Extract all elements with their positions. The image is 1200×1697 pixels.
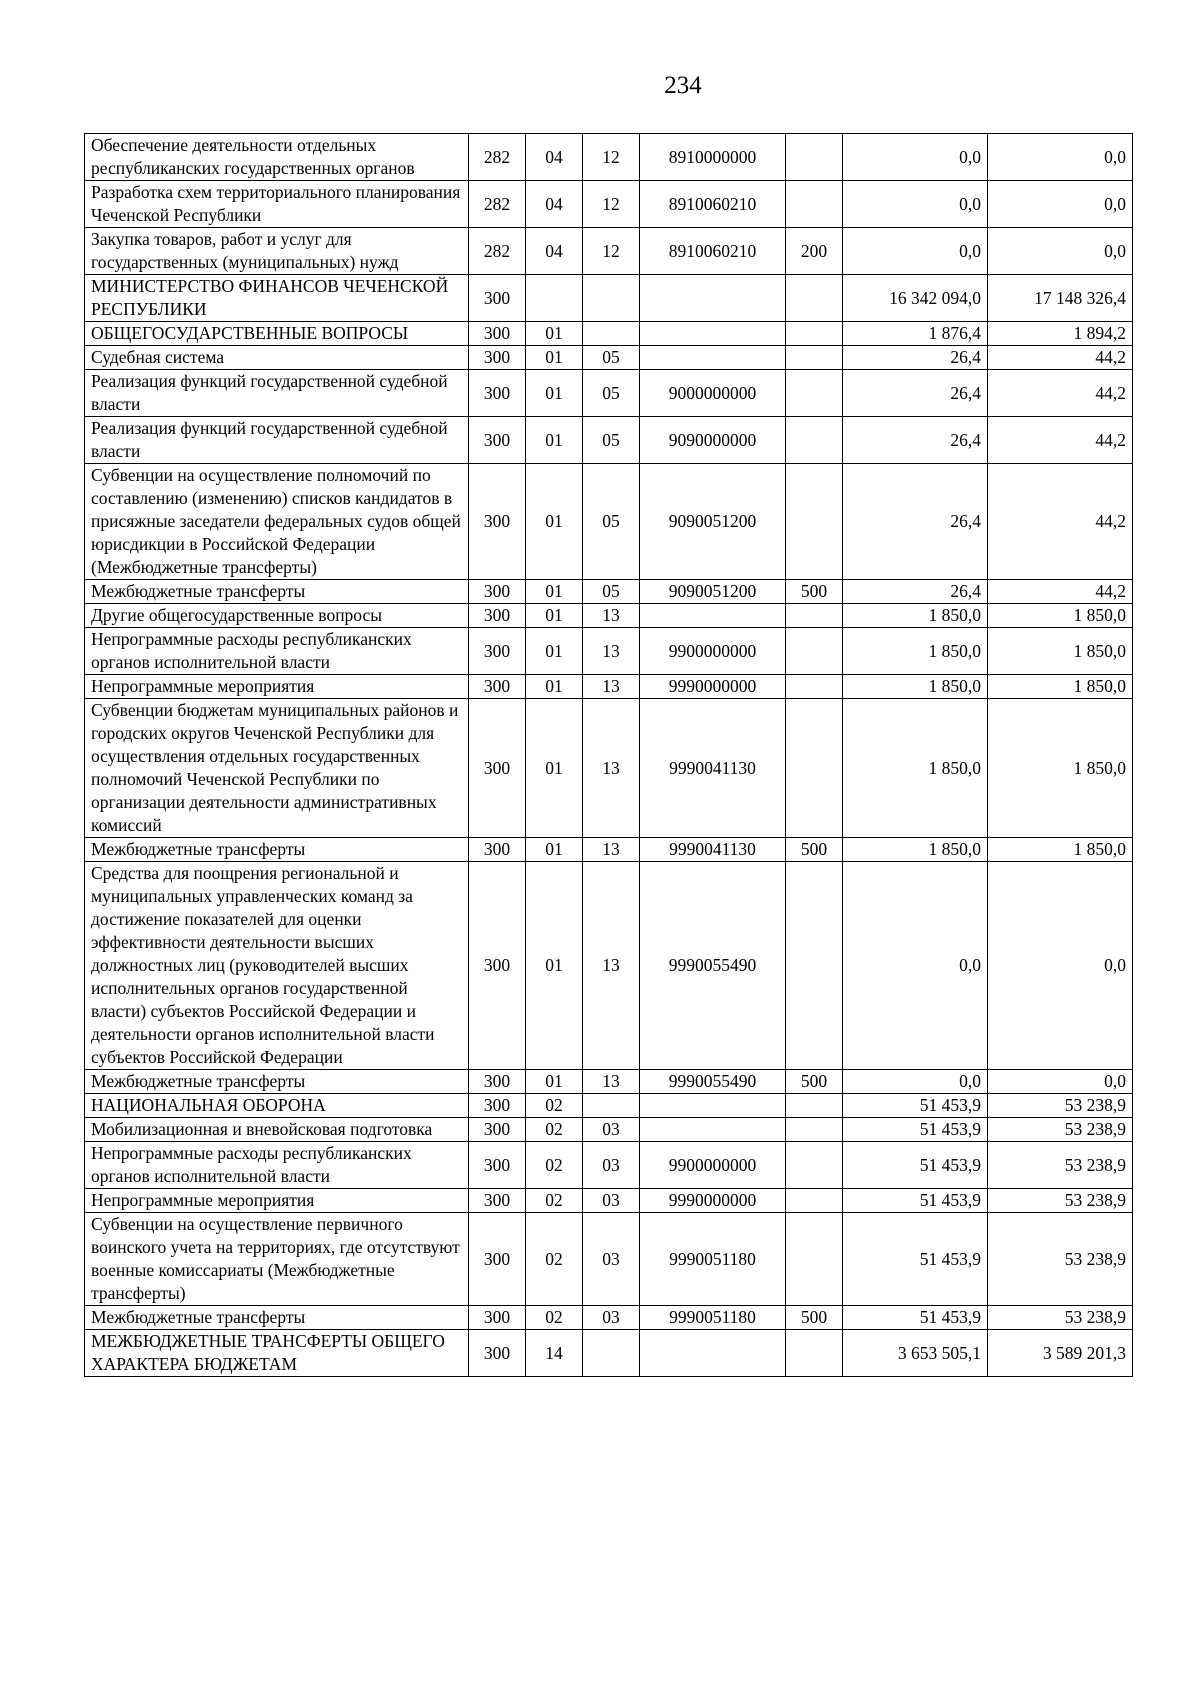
row-name-cell: Закупка товаров, работ и услуг для государственных (муниципальных) нужд	[85, 228, 469, 275]
chapter-code-cell: 300	[469, 675, 526, 699]
subsection-code-cell: 05	[583, 580, 640, 604]
table-row	[85, 675, 1133, 699]
expense-type-code-cell	[786, 464, 843, 580]
section-code-cell: 01	[526, 838, 583, 862]
amount-year1-cell: 26,4	[843, 417, 988, 464]
chapter-code-cell: 300	[469, 346, 526, 370]
table-row	[85, 1142, 1133, 1189]
row-name-cell: Межбюджетные трансферты	[85, 1306, 469, 1330]
amount-year1-cell: 51 453,9	[843, 1306, 988, 1330]
amount-year1-cell: 0,0	[843, 862, 988, 1070]
target-item-code-cell	[640, 275, 786, 322]
target-item-code-cell: 9990000000	[640, 675, 786, 699]
row-name-cell: ОБЩЕГОСУДАРСТВЕННЫЕ ВОПРОСЫ	[85, 322, 469, 346]
section-code-cell: 04	[526, 181, 583, 228]
amount-year2-cell: 3 589 201,3	[988, 1330, 1133, 1377]
section-code-cell: 02	[526, 1306, 583, 1330]
expense-type-code-cell: 500	[786, 838, 843, 862]
target-item-code-cell: 9990000000	[640, 1189, 786, 1213]
row-name-cell: Межбюджетные трансферты	[85, 1070, 469, 1094]
section-code-cell: 04	[526, 134, 583, 181]
budget-table	[84, 133, 1133, 1377]
target-item-code-cell: 9990041130	[640, 838, 786, 862]
expense-type-code-cell	[786, 417, 843, 464]
chapter-code-cell: 300	[469, 1094, 526, 1118]
subsection-code-cell: 03	[583, 1142, 640, 1189]
chapter-code-cell: 300	[469, 275, 526, 322]
chapter-code-cell: 300	[469, 862, 526, 1070]
expense-type-code-cell	[786, 1213, 843, 1306]
expense-type-code-cell	[786, 1189, 843, 1213]
subsection-code-cell: 03	[583, 1189, 640, 1213]
amount-year2-cell: 1 850,0	[988, 699, 1133, 838]
amount-year2-cell: 44,2	[988, 417, 1133, 464]
subsection-code-cell: 05	[583, 370, 640, 417]
target-item-code-cell	[640, 1094, 786, 1118]
row-name-cell: Непрограммные мероприятия	[85, 1189, 469, 1213]
section-code-cell: 02	[526, 1189, 583, 1213]
expense-type-code-cell	[786, 346, 843, 370]
table-row	[85, 1330, 1133, 1377]
section-code-cell: 02	[526, 1118, 583, 1142]
subsection-code-cell: 13	[583, 675, 640, 699]
row-name-cell: Мобилизационная и вневойсковая подготовка	[85, 1118, 469, 1142]
row-name-cell: Разработка схем территориального планирования Чеченской Республики	[85, 181, 469, 228]
amount-year2-cell: 0,0	[988, 228, 1133, 275]
chapter-code-cell: 300	[469, 580, 526, 604]
subsection-code-cell: 03	[583, 1118, 640, 1142]
amount-year2-cell: 0,0	[988, 1070, 1133, 1094]
amount-year2-cell: 53 238,9	[988, 1306, 1133, 1330]
amount-year2-cell: 1 850,0	[988, 628, 1133, 675]
table-row	[85, 628, 1133, 675]
amount-year2-cell: 1 850,0	[988, 675, 1133, 699]
section-code-cell: 01	[526, 417, 583, 464]
chapter-code-cell: 300	[469, 1306, 526, 1330]
table-row	[85, 699, 1133, 838]
section-code-cell: 14	[526, 1330, 583, 1377]
amount-year1-cell: 1 850,0	[843, 628, 988, 675]
chapter-code-cell: 300	[469, 322, 526, 346]
section-code-cell: 01	[526, 346, 583, 370]
subsection-code-cell: 12	[583, 228, 640, 275]
expense-type-code-cell	[786, 1142, 843, 1189]
amount-year2-cell: 1 850,0	[988, 838, 1133, 862]
target-item-code-cell	[640, 322, 786, 346]
target-item-code-cell: 9990051180	[640, 1213, 786, 1306]
subsection-code-cell: 13	[583, 604, 640, 628]
expense-type-code-cell	[786, 1330, 843, 1377]
subsection-code-cell: 13	[583, 838, 640, 862]
section-code-cell: 01	[526, 464, 583, 580]
amount-year2-cell: 0,0	[988, 134, 1133, 181]
table-row	[85, 1118, 1133, 1142]
subsection-code-cell	[583, 1094, 640, 1118]
row-name-cell: НАЦИОНАЛЬНАЯ ОБОРОНА	[85, 1094, 469, 1118]
chapter-code-cell: 300	[469, 838, 526, 862]
amount-year1-cell: 0,0	[843, 1070, 988, 1094]
amount-year1-cell: 51 453,9	[843, 1118, 988, 1142]
amount-year2-cell: 44,2	[988, 464, 1133, 580]
chapter-code-cell: 300	[469, 628, 526, 675]
target-item-code-cell	[640, 1118, 786, 1142]
target-item-code-cell: 8910060210	[640, 181, 786, 228]
expense-type-code-cell: 500	[786, 1306, 843, 1330]
section-code-cell: 01	[526, 675, 583, 699]
expense-type-code-cell	[786, 604, 843, 628]
row-name-cell: Реализация функций государственной судебной власти	[85, 370, 469, 417]
section-code-cell: 04	[526, 228, 583, 275]
expense-type-code-cell: 500	[786, 1070, 843, 1094]
page-number: 234	[664, 72, 702, 99]
amount-year1-cell: 26,4	[843, 464, 988, 580]
table-row	[85, 1094, 1133, 1118]
chapter-code-cell: 300	[469, 1330, 526, 1377]
expense-type-code-cell	[786, 675, 843, 699]
chapter-code-cell: 300	[469, 1070, 526, 1094]
amount-year2-cell: 44,2	[988, 370, 1133, 417]
subsection-code-cell: 03	[583, 1306, 640, 1330]
section-code-cell	[526, 275, 583, 322]
chapter-code-cell: 282	[469, 181, 526, 228]
target-item-code-cell: 9900000000	[640, 628, 786, 675]
table-row	[85, 181, 1133, 228]
chapter-code-cell: 300	[469, 1213, 526, 1306]
target-item-code-cell: 8910060210	[640, 228, 786, 275]
subsection-code-cell: 05	[583, 417, 640, 464]
row-name-cell: Субвенции на осуществление полномочий по составлению (изменению) списков кандидатов в присяжные заседатели федеральных судов общей юрисдикции в Российской Федерации (Межбюджетные трансферты)	[85, 464, 469, 580]
table-row	[85, 464, 1133, 580]
amount-year2-cell: 0,0	[988, 862, 1133, 1070]
chapter-code-cell: 300	[469, 1118, 526, 1142]
table-row	[85, 580, 1133, 604]
section-code-cell: 01	[526, 322, 583, 346]
amount-year1-cell: 1 850,0	[843, 699, 988, 838]
target-item-code-cell: 8910000000	[640, 134, 786, 181]
amount-year2-cell: 1 894,2	[988, 322, 1133, 346]
table-row	[85, 322, 1133, 346]
table-row	[85, 134, 1133, 181]
subsection-code-cell	[583, 1330, 640, 1377]
target-item-code-cell: 9990051180	[640, 1306, 786, 1330]
target-item-code-cell	[640, 1330, 786, 1377]
chapter-code-cell: 300	[469, 370, 526, 417]
chapter-code-cell: 300	[469, 417, 526, 464]
table-row	[85, 862, 1133, 1070]
target-item-code-cell: 9000000000	[640, 370, 786, 417]
row-name-cell: МЕЖБЮДЖЕТНЫЕ ТРАНСФЕРТЫ ОБЩЕГО ХАРАКТЕРА БЮДЖЕТАМ	[85, 1330, 469, 1377]
row-name-cell: МИНИСТЕРСТВО ФИНАНСОВ ЧЕЧЕНСКОЙ РЕСПУБЛИКИ	[85, 275, 469, 322]
table-row	[85, 228, 1133, 275]
section-code-cell: 02	[526, 1213, 583, 1306]
row-name-cell: Субвенции бюджетам муниципальных районов и городских округов Чеченской Республики для осуществления отдельных государственных полномочий Чеченской Республики по организации деятельности административных комиссий	[85, 699, 469, 838]
budget-table-body	[85, 134, 1133, 1377]
expense-type-code-cell: 200	[786, 228, 843, 275]
chapter-code-cell: 300	[469, 1189, 526, 1213]
row-name-cell: Межбюджетные трансферты	[85, 838, 469, 862]
chapter-code-cell: 300	[469, 604, 526, 628]
row-name-cell: Межбюджетные трансферты	[85, 580, 469, 604]
section-code-cell: 01	[526, 580, 583, 604]
amount-year2-cell: 53 238,9	[988, 1142, 1133, 1189]
table-row	[85, 1213, 1133, 1306]
target-item-code-cell: 9090051200	[640, 580, 786, 604]
table-row	[85, 1189, 1133, 1213]
amount-year1-cell: 26,4	[843, 346, 988, 370]
subsection-code-cell: 03	[583, 1213, 640, 1306]
subsection-code-cell: 13	[583, 628, 640, 675]
section-code-cell: 02	[526, 1142, 583, 1189]
expense-type-code-cell	[786, 628, 843, 675]
table-row	[85, 838, 1133, 862]
section-code-cell: 02	[526, 1094, 583, 1118]
amount-year2-cell: 53 238,9	[988, 1094, 1133, 1118]
expense-type-code-cell	[786, 1094, 843, 1118]
expense-type-code-cell	[786, 699, 843, 838]
row-name-cell: Непрограммные мероприятия	[85, 675, 469, 699]
amount-year1-cell: 51 453,9	[843, 1213, 988, 1306]
amount-year1-cell: 0,0	[843, 228, 988, 275]
expense-type-code-cell	[786, 275, 843, 322]
subsection-code-cell: 13	[583, 862, 640, 1070]
amount-year1-cell: 1 850,0	[843, 675, 988, 699]
table-row	[85, 346, 1133, 370]
section-code-cell: 01	[526, 862, 583, 1070]
table-row	[85, 417, 1133, 464]
expense-type-code-cell	[786, 181, 843, 228]
row-name-cell: Судебная система	[85, 346, 469, 370]
amount-year2-cell: 0,0	[988, 181, 1133, 228]
amount-year1-cell: 26,4	[843, 370, 988, 417]
row-name-cell: Средства для поощрения региональной и муниципальных управленческих команд за достижение показателей для оценки эффективности деятельности высших должностных лиц (руководителей высших исполнительных органов государственной власти) субъектов Российской Федерации и деятельности органов исполнительной власти субъектов Российской Федерации	[85, 862, 469, 1070]
row-name-cell: Обеспечение деятельности отдельных республиканских государственных органов	[85, 134, 469, 181]
section-code-cell: 01	[526, 604, 583, 628]
chapter-code-cell: 300	[469, 464, 526, 580]
amount-year2-cell: 53 238,9	[988, 1118, 1133, 1142]
amount-year1-cell: 0,0	[843, 134, 988, 181]
target-item-code-cell: 9990055490	[640, 1070, 786, 1094]
target-item-code-cell: 9900000000	[640, 1142, 786, 1189]
subsection-code-cell: 05	[583, 464, 640, 580]
section-code-cell: 01	[526, 699, 583, 838]
chapter-code-cell: 282	[469, 134, 526, 181]
chapter-code-cell: 300	[469, 699, 526, 838]
section-code-cell: 01	[526, 628, 583, 675]
section-code-cell: 01	[526, 1070, 583, 1094]
amount-year1-cell: 3 653 505,1	[843, 1330, 988, 1377]
subsection-code-cell	[583, 322, 640, 346]
amount-year1-cell: 1 876,4	[843, 322, 988, 346]
amount-year1-cell: 51 453,9	[843, 1142, 988, 1189]
amount-year2-cell: 53 238,9	[988, 1189, 1133, 1213]
subsection-code-cell: 12	[583, 134, 640, 181]
section-code-cell: 01	[526, 370, 583, 417]
table-row	[85, 275, 1133, 322]
table-row	[85, 604, 1133, 628]
amount-year2-cell: 17 148 326,4	[988, 275, 1133, 322]
row-name-cell: Непрограммные расходы республиканских органов исполнительной власти	[85, 628, 469, 675]
amount-year2-cell: 44,2	[988, 346, 1133, 370]
table-row	[85, 370, 1133, 417]
subsection-code-cell: 13	[583, 699, 640, 838]
row-name-cell: Непрограммные расходы республиканских органов исполнительной власти	[85, 1142, 469, 1189]
amount-year1-cell: 1 850,0	[843, 838, 988, 862]
row-name-cell: Субвенции на осуществление первичного воинского учета на территориях, где отсутствуют военные комиссариаты (Межбюджетные трансферты)	[85, 1213, 469, 1306]
target-item-code-cell: 9090000000	[640, 417, 786, 464]
subsection-code-cell: 13	[583, 1070, 640, 1094]
table-row	[85, 1070, 1133, 1094]
table-row	[85, 1306, 1133, 1330]
target-item-code-cell: 9090051200	[640, 464, 786, 580]
expense-type-code-cell	[786, 134, 843, 181]
expense-type-code-cell	[786, 370, 843, 417]
subsection-code-cell	[583, 275, 640, 322]
expense-type-code-cell: 500	[786, 580, 843, 604]
amount-year1-cell: 1 850,0	[843, 604, 988, 628]
subsection-code-cell: 05	[583, 346, 640, 370]
amount-year1-cell: 51 453,9	[843, 1094, 988, 1118]
expense-type-code-cell	[786, 322, 843, 346]
amount-year1-cell: 0,0	[843, 181, 988, 228]
target-item-code-cell: 9990055490	[640, 862, 786, 1070]
expense-type-code-cell	[786, 1118, 843, 1142]
chapter-code-cell: 282	[469, 228, 526, 275]
subsection-code-cell: 12	[583, 181, 640, 228]
chapter-code-cell: 300	[469, 1142, 526, 1189]
target-item-code-cell	[640, 604, 786, 628]
amount-year1-cell: 16 342 094,0	[843, 275, 988, 322]
amount-year2-cell: 44,2	[988, 580, 1133, 604]
amount-year2-cell: 53 238,9	[988, 1213, 1133, 1306]
row-name-cell: Реализация функций государственной судебной власти	[85, 417, 469, 464]
amount-year2-cell: 1 850,0	[988, 604, 1133, 628]
expense-type-code-cell	[786, 862, 843, 1070]
amount-year1-cell: 26,4	[843, 580, 988, 604]
target-item-code-cell	[640, 346, 786, 370]
target-item-code-cell: 9990041130	[640, 699, 786, 838]
amount-year1-cell: 51 453,9	[843, 1189, 988, 1213]
row-name-cell: Другие общегосударственные вопросы	[85, 604, 469, 628]
